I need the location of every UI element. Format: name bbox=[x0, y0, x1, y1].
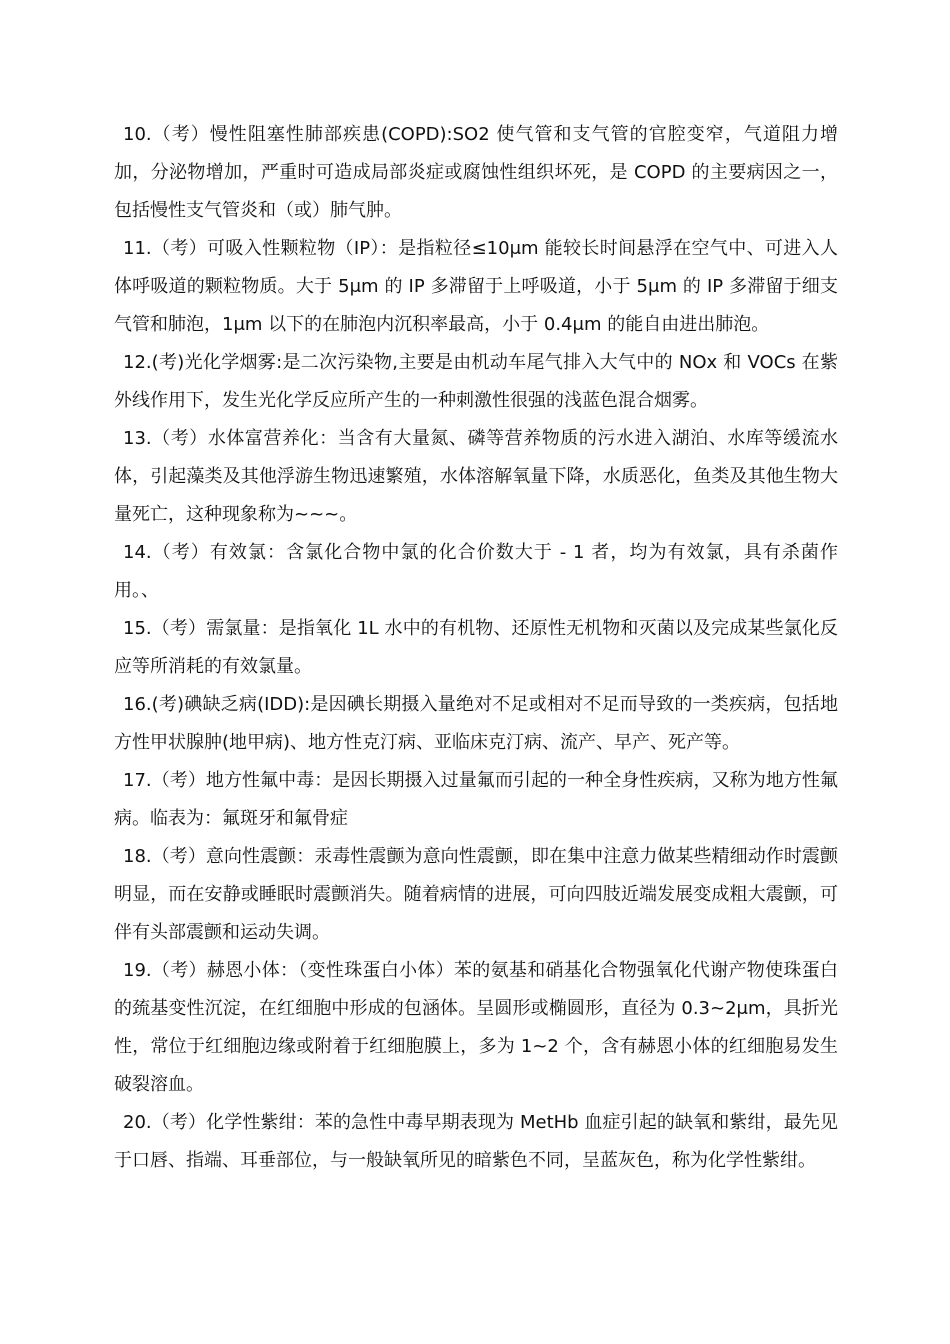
entry-16: 16.(考)碘缺乏病(IDD):是因碘长期摄入量绝对不足或相对不足而导致的一类疾病，包括地方性甲状腺肿(地甲病)、地方性克汀病、亚临床克汀病、流产、早产、死产等。 bbox=[114, 694, 838, 753]
entry-19: 19.（考）赫恩小体：（变性珠蛋白小体）苯的氨基和硝基化合物强氧化代谢产物使珠蛋白的巯基变性沉淀，在红细胞中形成的包涵体。呈圆形或椭圆形，直径为 0.3~2μm，具折光性，常位于红细胞边缘或附着于红细胞膜上，多为 1~2 个，含有赫恩小体的红细胞易发生破裂溶血。 bbox=[114, 960, 838, 1095]
entry-14: 14.（考）有效氯：含氯化合物中氯的化合价数大于 - 1 者，均为有效氯，具有杀菌作用。、 bbox=[114, 542, 838, 601]
entry-13: 13.（考）水体富营养化：当含有大量氮、磷等营养物质的污水进入湖泊、水库等缓流水体，引起藻类及其他浮游生物迅速繁殖，水体溶解氧量下降，水质恶化，鱼类及其他生物大量死亡，这种现象称为~~~。 bbox=[114, 428, 838, 525]
entry-11: 11.（考）可吸入性颗粒物（IP）：是指粒径≤10μm 能较长时间悬浮在空气中、可进入人体呼吸道的颗粒物质。大于 5μm 的 IP 多滞留于上呼吸道，小于 5μm 的 IP 多滞留于细支气管和肺泡，1μm 以下的在肺泡内沉积率最高，小于 0.4μm 的能自由进出肺泡。 bbox=[114, 238, 838, 335]
entry-20: 20.（考）化学性紫绀：苯的急性中毒早期表现为 MetHb 血症引起的缺氧和紫绀，最先见于口唇、指端、耳垂部位，与一般缺氧所见的暗紫色不同，呈蓝灰色，称为化学性紫绀。 bbox=[114, 1112, 838, 1171]
entry-15: 15.（考）需氯量：是指氧化 1L 水中的有机物、还原性无机物和灭菌以及完成某些氯化反应等所消耗的有效氯量。 bbox=[114, 618, 838, 677]
entry-17: 17.（考）地方性氟中毒：是因长期摄入过量氟而引起的一种全身性疾病，又称为地方性氟病。临表为：氟斑牙和氟骨症 bbox=[114, 770, 838, 829]
document-body bbox=[114, 116, 838, 1180]
entry-12: 12.(考)光化学烟雾:是二次污染物,主要是由机动车尾气排入大气中的 NOx 和 VOCs 在紫外线作用下，发生光化学反应所产生的一种刺激性很强的浅蓝色混合烟雾。 bbox=[114, 352, 838, 411]
entry-10: 10.（考）慢性阻塞性肺部疾患(COPD):SO2 使气管和支气管的官腔变窄，气道阻力增加，分泌物增加，严重时可造成局部炎症或腐蚀性组织坏死，是 COPD 的主要病因之一，包括慢性支气管炎和（或）肺气肿。 bbox=[114, 124, 838, 221]
entry-18: 18.（考）意向性震颤：汞毒性震颤为意向性震颤，即在集中注意力做某些精细动作时震颤明显，而在安静或睡眠时震颤消失。随着病情的进展，可向四肢近端发展变成粗大震颤，可伴有头部震颤和运动失调。 bbox=[114, 846, 838, 943]
